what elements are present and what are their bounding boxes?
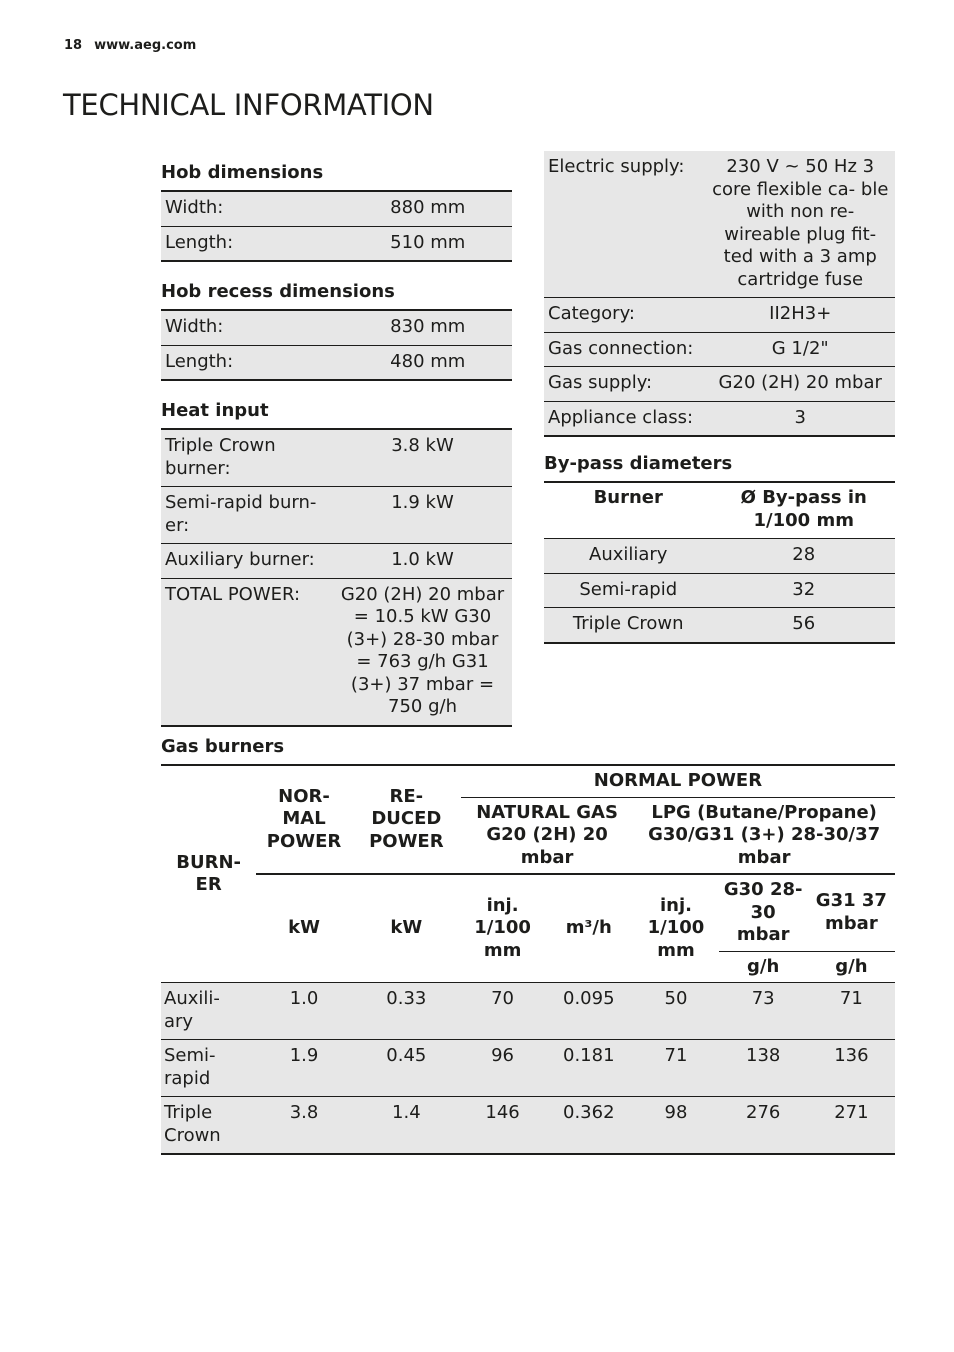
- cell-g31: 71: [808, 983, 895, 1040]
- unit-m3h: m³/h: [544, 874, 633, 983]
- cell-g31: 271: [808, 1097, 895, 1155]
- table-row: [161, 983, 895, 1040]
- table-row: [544, 539, 895, 574]
- cell-inj-lpg: 50: [633, 983, 718, 1040]
- heat-label: Semi-rapid burn- er:: [161, 487, 333, 544]
- cell-inj-ng: 96: [461, 1040, 544, 1097]
- cell-g30: 138: [719, 1040, 808, 1097]
- dim-label: Width:: [161, 310, 344, 345]
- unit-gh-g31: g/h: [808, 951, 895, 983]
- cell-normal: 1.9: [256, 1040, 352, 1097]
- page-header: [64, 38, 196, 53]
- spec-label: Appliance class:: [544, 401, 705, 436]
- spec-value: 230 V ~ 50 Hz 3 core flexible ca- ble with non re- wireable plug fit- ted with a 3 amp cartridge fuse: [705, 151, 895, 298]
- table-row: [544, 401, 895, 436]
- left-column: [161, 156, 512, 727]
- burner-name: Auxili- ary: [161, 983, 256, 1040]
- bypass-value: 56: [712, 608, 895, 643]
- col-diameter-header: Ø By-pass in 1/100 mm: [712, 482, 895, 539]
- table-header-row: [161, 765, 895, 797]
- table-row: [161, 429, 512, 487]
- unit-g30: G30 28-30 mbar: [719, 874, 808, 951]
- cell-reduced: 0.33: [352, 983, 461, 1040]
- table-row: [161, 578, 512, 726]
- bypass-value: 32: [712, 573, 895, 608]
- heat-input-heading: Heat input: [161, 400, 269, 421]
- natural-gas-header: NATURAL GAS G20 (2H) 20 mbar: [461, 797, 633, 874]
- unit-kw-reduced: kW: [352, 874, 461, 983]
- table-header-row: [161, 874, 895, 951]
- table-row: [161, 310, 512, 345]
- spec-label: Gas supply:: [544, 367, 705, 402]
- table-row: [161, 487, 512, 544]
- dim-label: Length:: [161, 345, 344, 380]
- spec-label: Gas connection:: [544, 332, 705, 367]
- table-row: [544, 332, 895, 367]
- dim-label: Length:: [161, 226, 344, 261]
- cell-inj-lpg: 71: [633, 1040, 718, 1097]
- unit-inj-lpg: inj. 1/100 mm: [633, 874, 718, 983]
- bypass-burner: Triple Crown: [544, 608, 712, 643]
- dim-value: 510 mm: [344, 226, 512, 261]
- heat-label: Triple Crown burner:: [161, 429, 333, 487]
- table-row: [544, 608, 895, 643]
- spec-value: G 1/2": [705, 332, 895, 367]
- heat-value: 3.8 kW: [333, 429, 512, 487]
- cell-inj-lpg: 98: [633, 1097, 718, 1155]
- bypass-value: 28: [712, 539, 895, 574]
- table-row: [544, 298, 895, 333]
- cell-m3h: 0.181: [544, 1040, 633, 1097]
- unit-kw-normal: kW: [256, 874, 352, 983]
- spec-label: Electric supply:: [544, 151, 705, 298]
- table-row: [161, 1040, 895, 1097]
- spec-value: II2H3+: [705, 298, 895, 333]
- cell-m3h: 0.095: [544, 983, 633, 1040]
- page-number: 18: [64, 38, 83, 53]
- gas-burners-section: [161, 730, 895, 1155]
- heat-value: G20 (2H) 20 mbar = 10.5 kW G30 (3+) 28-30 mbar = 763 g/h G31 (3+) 37 mbar = 750 g/h: [333, 578, 512, 726]
- table-row: [161, 226, 512, 261]
- cell-g30: 276: [719, 1097, 808, 1155]
- unit-gh-g30: g/h: [719, 951, 808, 983]
- gas-burners-heading: Gas burners: [161, 736, 285, 757]
- gas-burners-table: [161, 764, 895, 1155]
- cell-inj-ng: 146: [461, 1097, 544, 1155]
- cell-reduced: 1.4: [352, 1097, 461, 1155]
- table-row: [544, 151, 895, 298]
- reduced-power-header: RE- DUCED POWER: [352, 765, 461, 874]
- heat-value: 1.9 kW: [333, 487, 512, 544]
- heat-input-table: [161, 428, 512, 727]
- burner-name: Triple Crown: [161, 1097, 256, 1155]
- dim-label: Width:: [161, 191, 344, 226]
- table-row: [544, 573, 895, 608]
- col-burner-header: Burner: [544, 482, 712, 539]
- lpg-header: LPG (Butane/Propane) G30/G31 (3+) 28-30/37 mbar: [633, 797, 895, 874]
- heat-label: TOTAL POWER:: [161, 578, 333, 726]
- right-column: [544, 151, 895, 644]
- table-row: [161, 1097, 895, 1155]
- dim-value: 480 mm: [344, 345, 512, 380]
- cell-inj-ng: 70: [461, 983, 544, 1040]
- cell-g31: 136: [808, 1040, 895, 1097]
- spec-value: 3: [705, 401, 895, 436]
- spec-label: Category:: [544, 298, 705, 333]
- burner-name: Semi- rapid: [161, 1040, 256, 1097]
- cell-normal: 1.0: [256, 983, 352, 1040]
- normal-power-group-header: NORMAL POWER: [461, 765, 895, 797]
- unit-inj-natural: inj. 1/100 mm: [461, 874, 544, 983]
- cell-g30: 73: [719, 983, 808, 1040]
- bypass-table: [544, 481, 895, 644]
- table-row: [161, 345, 512, 380]
- heat-value: 1.0 kW: [333, 544, 512, 579]
- hob-dimensions-heading: Hob dimensions: [161, 162, 324, 183]
- burner-header: BURN- ER: [161, 765, 256, 983]
- cell-normal: 3.8: [256, 1097, 352, 1155]
- dim-value: 830 mm: [344, 310, 512, 345]
- hob-recess-table: [161, 309, 512, 381]
- hob-recess-heading: Hob recess dimensions: [161, 281, 395, 302]
- bypass-burner: Semi-rapid: [544, 573, 712, 608]
- dim-value: 880 mm: [344, 191, 512, 226]
- spec-value: G20 (2H) 20 mbar: [705, 367, 895, 402]
- table-header-row: [544, 482, 895, 539]
- hob-dimensions-table: [161, 190, 512, 262]
- table-row: [161, 544, 512, 579]
- cell-reduced: 0.45: [352, 1040, 461, 1097]
- page-title: TECHNICAL INFORMATION: [63, 88, 434, 122]
- website-link[interactable]: www.aeg.com: [94, 38, 197, 53]
- unit-g31: G31 37 mbar: [808, 874, 895, 951]
- table-row: [161, 191, 512, 226]
- cell-m3h: 0.362: [544, 1097, 633, 1155]
- bypass-heading: By-pass diameters: [544, 453, 733, 474]
- heat-label: Auxiliary burner:: [161, 544, 333, 579]
- bypass-burner: Auxiliary: [544, 539, 712, 574]
- specs-table: [544, 151, 895, 437]
- normal-power-header: NOR- MAL POWER: [256, 765, 352, 874]
- table-row: [544, 367, 895, 402]
